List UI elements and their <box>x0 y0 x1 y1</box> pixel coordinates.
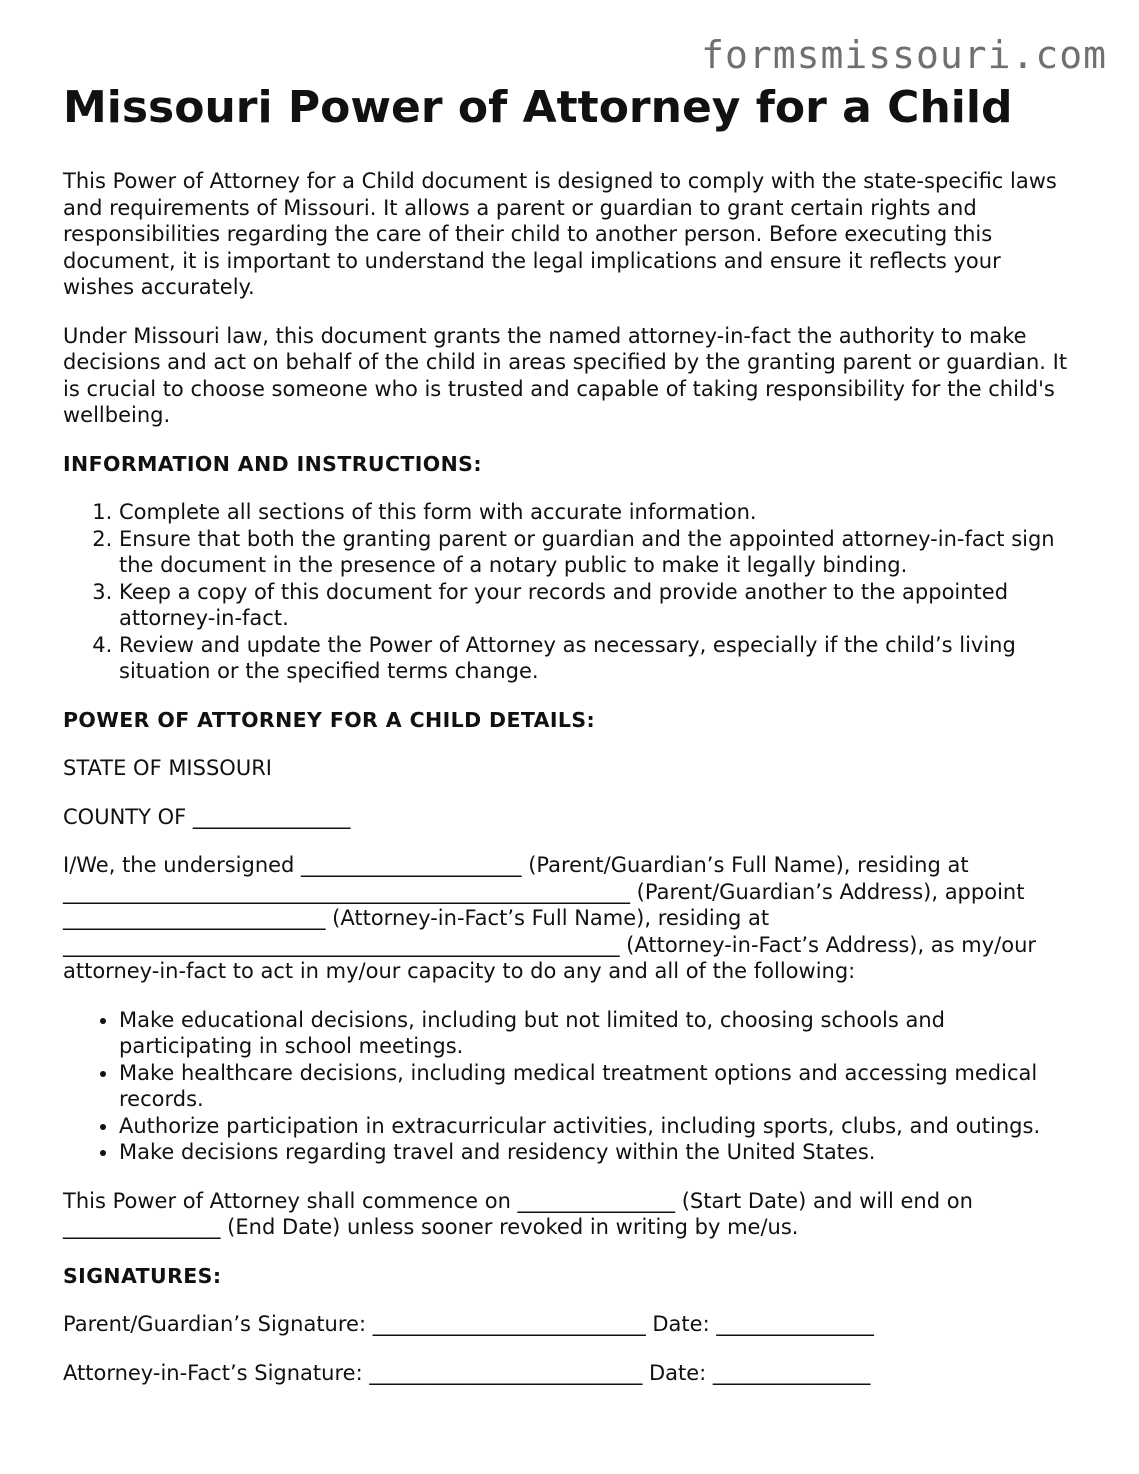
document-title: Missouri Power of Attorney for a Child <box>63 82 1013 133</box>
instruction-item: 4. Review and update the Power of Attorney as necessary, especially if the child’s living situation or the specified terms change. <box>119 632 1073 685</box>
instructions-list <box>63 499 1073 685</box>
signatures-heading: SIGNATURES: <box>63 1263 222 1288</box>
intro-paragraph-1: This Power of Attorney for a Child document is designed to comply with the state-specific laws and requirements of Missouri. It allows a parent or guardian to grant certain rights and responsibilities regarding the care of their child to another person. Before executing this document, it is important to understand the legal implications and ensure it reflects your wishes accurately. <box>63 169 1057 299</box>
power-item: • Make educational decisions, including but not limited to, choosing schools and participating in school meetings. <box>119 1007 1073 1060</box>
details-heading: POWER OF ATTORNEY FOR A CHILD DETAILS: <box>63 707 596 732</box>
power-item: • Make healthcare decisions, including medical treatment options and accessing medical records. <box>119 1060 1073 1113</box>
power-item: • Authorize participation in extracurricular activities, including sports, clubs, and outings. <box>119 1113 1073 1140</box>
powers-list <box>63 1007 1073 1166</box>
term-paragraph: This Power of Attorney shall commence on _______________ (Start Date) and will end on _______________ (End Date) unless sooner revoked in writing by me/us. <box>63 1188 973 1239</box>
site-watermark: formsmissouri.com <box>701 33 1107 77</box>
instruction-item: 3. Keep a copy of this document for your records and provide another to the appointed attorney-in-fact. <box>119 579 1073 632</box>
intro-paragraph-2: Under Missouri law, this document grants the named attorney-in-fact the authority to make decisions and act on behalf of the child in areas specified by the granting parent or guardian. It is crucial to choose someone who is trusted and capable of taking responsibility for the child's wellbeing. <box>63 323 1068 427</box>
appointment-paragraph: I/We, the undersigned _____________________ (Parent/Guardian’s Full Name), residing at ______________________________________________________ (Parent/Guardian’s Address), appoint _________________________ (Attorney-in-Fact’s Full Name), residing at _____________________________________________________ (Attorney-in-Fact’s Address), as my/our attorney-in-fact to act in my/our capacity to do any and all of the following: <box>63 853 1037 983</box>
state-line: STATE OF MISSOURI <box>63 756 272 780</box>
instruction-item: 1. Complete all sections of this form with accurate information. <box>119 499 1073 526</box>
instructions-heading: INFORMATION AND INSTRUCTIONS: <box>63 451 482 476</box>
document-body <box>63 80 1073 1408</box>
power-item: • Make decisions regarding travel and residency within the United States. <box>119 1139 1073 1166</box>
attorney-signature-line: Attorney-in-Fact’s Signature: __________________________ Date: _______________ <box>63 1360 871 1385</box>
instruction-item: 2. Ensure that both the granting parent or guardian and the appointed attorney-in-fact sign the document in the presence of a notary public to make it legally binding. <box>119 526 1073 579</box>
parent-signature-line: Parent/Guardian’s Signature: __________________________ Date: _______________ <box>63 1312 874 1336</box>
county-line: COUNTY OF _______________ <box>63 804 351 829</box>
